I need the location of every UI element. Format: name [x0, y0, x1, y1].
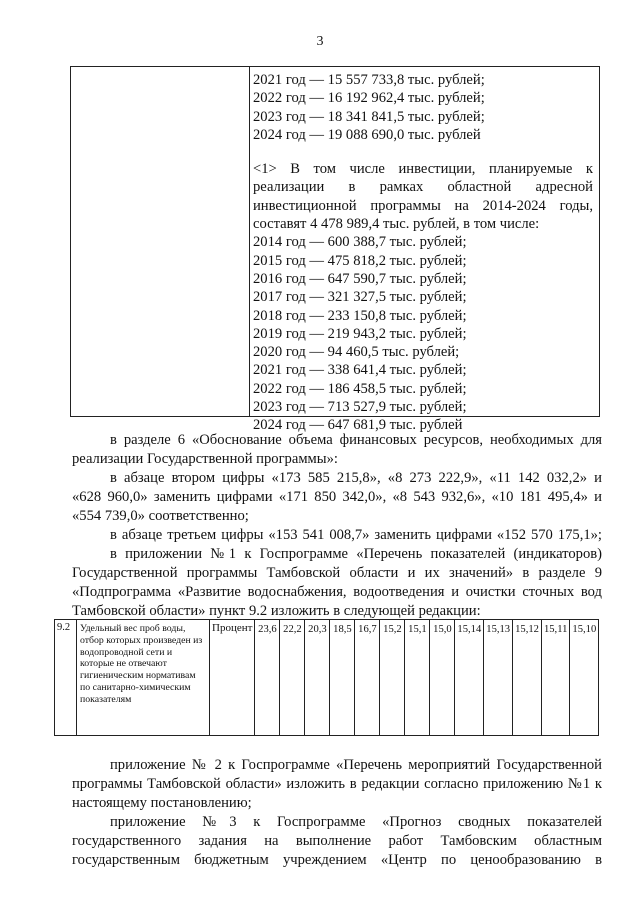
note-line: составят 4 478 989,4 тыс. рублей, в том числе:	[253, 216, 540, 233]
indicator-unit: Процент	[210, 620, 255, 736]
investment-line: 2019 год — 219 943,2 тыс. рублей;	[253, 325, 467, 342]
funding-cell	[253, 71, 593, 435]
investment-line: 2020 год — 94 460,5 тыс. рублей;	[253, 344, 460, 361]
indicator-value: 15,1	[405, 620, 430, 736]
indicator-value: 15,14	[455, 620, 484, 736]
investment-line: 2014 год — 600 388,7 тыс. рублей;	[253, 234, 467, 251]
note-line: <1> В том числе инвестиции, планируемые к	[253, 161, 593, 178]
text-line: государственным бюджетным учреждением «Центр по ценообразованию в	[72, 852, 602, 868]
indicator-value: 20,3	[305, 620, 330, 736]
funding-line: 2023 год — 18 341 841,5 тыс. рублей;	[253, 108, 485, 125]
text-line: в приложении №1 к Госпрограмме «Перечень показателей (индикаторов)	[110, 546, 602, 562]
funding-line: 2024 год — 19 088 690,0 тыс. рублей	[253, 126, 481, 143]
indicator-table	[54, 619, 599, 736]
text-line: приложение №3 к Госпрограмме «Прогноз сводных показателей	[110, 814, 602, 830]
text-line: приложение № 2 к Госпрограмме «Перечень мероприятий Государственной	[110, 757, 602, 773]
text-line: в абзаце третьем цифры «153 541 008,7» заменить цифрами «152 570 175,1»;	[110, 527, 602, 543]
investment-line: 2017 год — 321 327,5 тыс. рублей;	[253, 289, 467, 306]
indicator-value: 22,2	[280, 620, 305, 736]
indicator-value: 15,0	[430, 620, 455, 736]
investment-line: 2016 год — 647 590,7 тыс. рублей;	[253, 270, 467, 287]
indicator-value: 15,10	[570, 620, 599, 736]
body-text-section-6	[72, 431, 602, 621]
text-line: программы Тамбовской области» изложить в редакции согласно приложению №1 к	[72, 776, 602, 792]
text-line: Государственной программы Тамбовской области и их значений» в разделе 9	[72, 565, 602, 581]
investment-line: 2021 год — 338 641,4 тыс. рублей;	[253, 362, 467, 379]
indicator-value: 23,6	[255, 620, 280, 736]
text-line: настоящему постановлению;	[72, 795, 252, 811]
investment-line: 2018 год — 233 150,8 тыс. рублей;	[253, 307, 467, 324]
investment-line: 2022 год — 186 458,5 тыс. рублей;	[253, 380, 467, 397]
page-number: 3	[316, 34, 324, 49]
indicator-name: Удельный вес проб воды, отбор которых произведен из водопроводной сети и которые не отвечают гигиеническим нормативам по санитарно-химическим показателям	[77, 620, 210, 736]
funding-table	[70, 66, 600, 434]
table-column-divider	[249, 67, 250, 416]
note-line: реализации в рамках областной адресной	[253, 179, 593, 196]
note-line: инвестиционной программы на 2014-2024 годы,	[253, 197, 593, 214]
investment-line: 2024 год — 647 681,9 тыс. рублей	[253, 417, 463, 434]
text-line: «554 739,0» соответственно;	[72, 508, 249, 524]
indicator-value: 15,13	[484, 620, 513, 736]
text-line: «Подпрограмма «Развитие водоснабжения, водоотведения и очистки сточных вод	[72, 584, 602, 600]
text-line: реализации Государственной программы»:	[72, 451, 338, 467]
indicator-value: 15,2	[380, 620, 405, 736]
indicator-value: 15,11	[541, 620, 569, 736]
body-text-appendices	[72, 756, 602, 870]
investment-line: 2023 год — 713 527,9 тыс. рублей;	[253, 399, 467, 416]
indicator-value: 15,12	[513, 620, 542, 736]
funding-line: 2022 год — 16 192 962,4 тыс. рублей;	[253, 90, 485, 107]
indicator-value: 18,5	[330, 620, 355, 736]
text-line: в разделе 6 «Обоснование объема финансовых ресурсов, необходимых для	[110, 432, 602, 448]
indicator-value: 16,7	[355, 620, 380, 736]
text-line: «628 960,0» заменить цифрами «171 850 342,0», «8 543 932,6», «10 181 495,4» и	[72, 489, 602, 505]
text-line: Тамбовской области» пункт 9.2 изложить в следующей редакции:	[72, 603, 481, 619]
table-row	[55, 620, 599, 736]
text-line: в абзаце втором цифры «173 585 215,8», «8 273 222,9», «11 142 032,2» и	[110, 470, 602, 486]
investment-line: 2015 год — 475 818,2 тыс. рублей;	[253, 252, 467, 269]
indicator-number: 9.2	[55, 620, 77, 736]
text-line: государственного задания на выполнение работ Тамбовским областным	[72, 833, 602, 849]
funding-line: 2021 год — 15 557 733,8 тыс. рублей;	[253, 72, 485, 88]
